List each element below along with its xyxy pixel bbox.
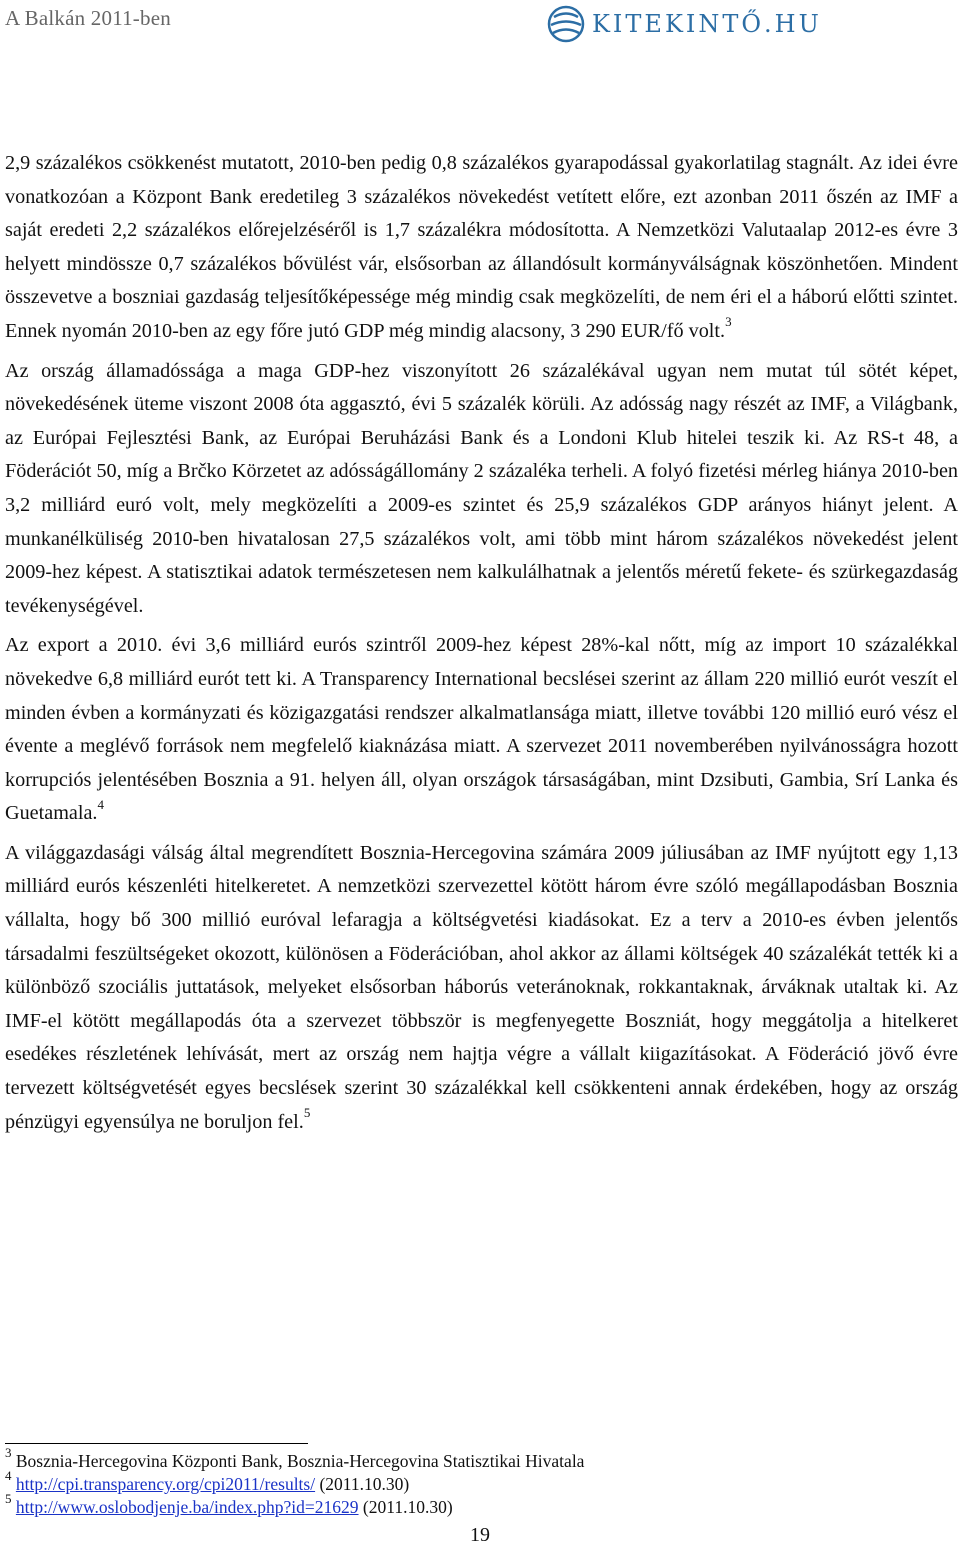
footnote-number: 5: [5, 1491, 12, 1507]
footnote-link[interactable]: http://cpi.transparency.org/cpi2011/results/: [15, 1474, 316, 1494]
footnote-ref[interactable]: 3: [725, 314, 732, 330]
footnote-divider: [5, 1443, 308, 1444]
footnotes: [5, 1445, 905, 1519]
footnote: [5, 1468, 905, 1496]
paragraph-text: A világgazdasági válság által megrendített Bosznia-Hercegovina számára 2009 júliusában az IMF nyújtott egy 1,13 milliárd eurós készenléti hitelkeretet. A nemzetközi szervezettel kötött három évre szóló megállapodásban Bosznia vállalta, hogy bő 300 millió euróval lefaragja a költségvetési kiadásokat. Ez a terv a 2010-es évben jelentős társadalmi feszültségeket okozott, különösen a Föderációban, ahol akkor az állami költségek 40 százalékát tették ki a különböző szociális juttatások, melyeket elsősorban háborús veteránoknak, rokkantaknak, árváknak utaltak ki. Az IMF-el kötött megállapodás óta a szervezet többször is megfenyegette Boszniát, hogy meggátolja a hitelkeret esedékes részletének lehívását, mert az ország nem hajtja végre a vállalt kiigazításokat. A Föderáció jövő évre tervezett költségvetését egyes becslések szerint 30 százalékkal kell csökkenteni annak érdekében, hogy az ország pénzügyi egyensúlya ne boruljon fel.: [5, 841, 958, 1133]
footnote-number: 4: [5, 1468, 12, 1484]
page-header: [0, 0, 960, 56]
running-title: A Balkán 2011-ben: [5, 6, 171, 30]
footnote-date: (2011.10.30): [319, 1474, 410, 1494]
paragraph-text: Az ország államadóssága a maga GDP-hez viszonyított 26 százalékával ugyan nem mutat túl sötét képet, növekedésének üteme viszont 2008 óta aggasztó, évi 5 százalék körüli. Az adósság nagy részét az IMF, a Világbank, az Európai Fejlesztési Bank, az Európai Beruházási Bank és a Londoni Klub hitelei teszik ki. Az RS-t 48, a Föderációt 50, míg a Brčko Körzetet az adósságállomány 2 százaléka terheli. A folyó fizetési mérleg hiánya 2010-ben 3,2 milliárd euró volt, mely megközelíti a 2009-es szintet és 25,9 százalékos GDP arányos hiányt jelent. A munkanélküliség 2010-ben hivatalosan 27,5 százalékos volt, ami több mint három százalékos növekedést jelent 2009-hez képest. A statisztikai adatok természetesen nem kalkulálhatnak a jelentős méretű fekete- és szürkegazdaság tevékenységével.: [5, 359, 958, 617]
footnote: [5, 1445, 905, 1473]
paragraph-text: Az export a 2010. évi 3,6 milliárd eurós szintről 2009-hez képest 28%-kal nőtt, míg az import 10 százalékkal növekedve 6,8 milliárd eurót tett ki. A Transparency International becslései szerint az állam 220 millió eurót veszít el minden évben a kormányzati és közigazgatási rendszer alkalmatlansága miatt, illetve további 120 millió euró vész el évente a meglévő források nem megfelelő kiaknázása miatt. A szervezet 2011 novemberében nyilvánosságra hozott korrupciós jelentésében Bosznia a 91. helyen áll, olyan országok társaságában, mint Dzsibuti, Gambia, Srí Lanka és Guetamala.: [5, 634, 958, 825]
page-number: 19: [470, 1524, 490, 1546]
paragraph: [5, 355, 958, 624]
footnote-text: Bosznia-Hercegovina Központi Bank, Bosznia-Hercegovina Statisztikai Hivatala: [15, 1451, 585, 1471]
footnote-number: 3: [5, 1445, 12, 1461]
site-logo[interactable]: [546, 2, 822, 46]
footnote: [5, 1491, 905, 1519]
footnote-ref[interactable]: 4: [97, 796, 104, 812]
article-body: [5, 147, 958, 1145]
paragraph: [5, 147, 958, 349]
footnote-date: (2011.10.30): [362, 1497, 453, 1517]
paragraph-text: 2,9 százalékos csökkenést mutatott, 2010-ben pedig 0,8 százalékos gyarapodással gyakorlatilag stagnált. Az idei évre vonatkozóan a Központ Bank eredetileg 3 százalékos növekedést vetített előre, ezt azonban 2011 őszén az IMF a saját eredeti 2,2 százalékos előrejelzéséről is 1,7 százalékra módosította. A Nemzetközi Valutaalap 2012-es évre 3 helyett mindössze 0,7 százalékos bővülést vár, elsősorban az állandósult kormányválságnak köszönhetően. Mindent összevetve a boszniai gazdaság teljesítőképessége még mindig csak megközelíti, de nem éri el a háború előtti szintet. Ennek nyomán 2010-ben az egy főre jutó GDP még mindig alacsony, 3 290 EUR/fő volt.: [5, 152, 958, 342]
paragraph: [5, 837, 958, 1139]
logo-text: KITEKINTŐ.HU: [592, 10, 822, 38]
footnote-link[interactable]: http://www.oslobodjenje.ba/index.php?id=21629: [15, 1497, 359, 1517]
footnote-ref[interactable]: 5: [303, 1104, 311, 1120]
globe-logo-icon: [546, 4, 586, 44]
paragraph: [5, 629, 958, 831]
